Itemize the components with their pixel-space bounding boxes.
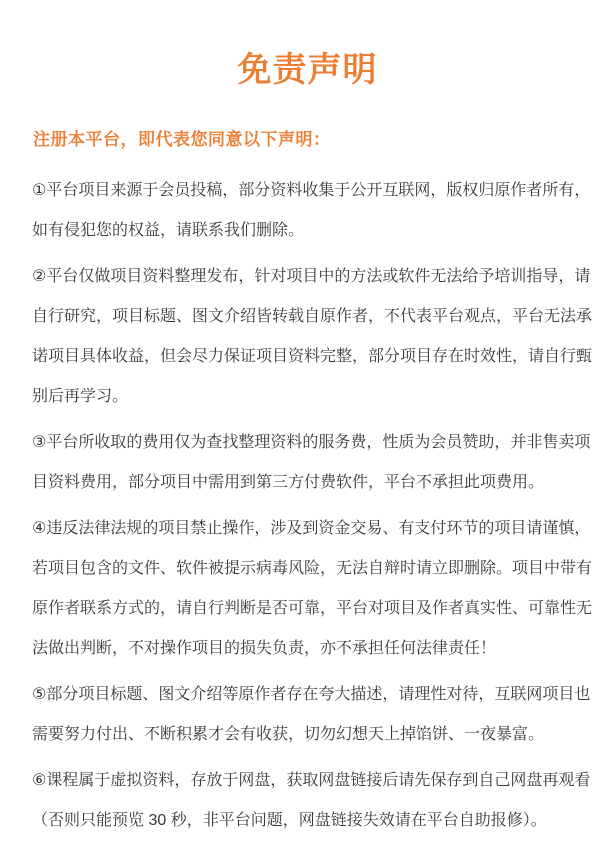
paragraph-line: 需要努力付出、不断积累才会有收获，切勿幻想天上掉馅饼、一夜暴富。 xyxy=(32,726,545,743)
paragraph xyxy=(32,509,593,669)
intro-statement: 注册本平台，即代表您同意以下声明： xyxy=(33,130,331,149)
page-title: 免责声明 xyxy=(237,51,378,89)
paragraph-line: 原作者联系方式的，请自行判断是否可靠，平台对项目及作者真实性、可靠性无 xyxy=(32,600,593,617)
paragraph-line: ①平台项目来源于会员投稿，部分资料收集于公开互联网，版权归原作者所有， xyxy=(32,182,591,199)
paragraph-line: 目资料费用，部分项目中需用到第三方付费软件，平台不承担此项费用。 xyxy=(32,474,545,491)
paragraph xyxy=(32,761,590,841)
disclaimer-paragraphs xyxy=(32,171,593,847)
paragraph xyxy=(32,675,590,755)
paragraph-line: （否则只能预览 30 秒，非平台问题，网盘链接失效请在平台自助报修）。 xyxy=(32,812,547,829)
paragraph-line: 如有侵犯您的权益，请联系我们删除。 xyxy=(32,222,305,239)
paragraph-line: 若项目包含的文件、软件被提示病毒风险，无法自辩时请立即删除。项目中带有 xyxy=(32,560,593,577)
paragraph-line: 法做出判断，不对操作项目的损失负责，亦不承担任何法律责任！ xyxy=(32,640,497,657)
paragraph xyxy=(32,423,590,503)
paragraph-line: 别后再学习。 xyxy=(32,388,129,405)
paragraph-line: 自行研究，项目标题、图文介绍皆转载自原作者，不代表平台观点，平台无法承 xyxy=(32,308,593,325)
paragraph-line: ④违反法律法规的项目禁止操作，涉及到资金交易、有支付环节的项目请谨慎， xyxy=(32,520,591,537)
paragraph xyxy=(32,171,590,251)
paragraph-line: ②平台仅做项目资料整理发布，针对项目中的方法或软件无法给予培训指导，请 xyxy=(32,268,591,285)
paragraph-line: ③平台所收取的费用仅为查找整理资料的服务费，性质为会员赞助，并非售卖项 xyxy=(32,434,591,451)
paragraph-line: ⑥课程属于虚拟资料，存放于网盘，获取网盘链接后请先保存到自己网盘再观看 xyxy=(32,772,591,789)
paragraph xyxy=(32,257,593,417)
paragraph-line: ⑤部分项目标题、图文介绍等原作者存在夸大描述，请理性对待，互联网项目也 xyxy=(32,686,591,703)
paragraph-line: 诺项目具体收益，但会尽力保证项目资料完整，部分项目存在时效性，请自行甄 xyxy=(32,348,593,365)
